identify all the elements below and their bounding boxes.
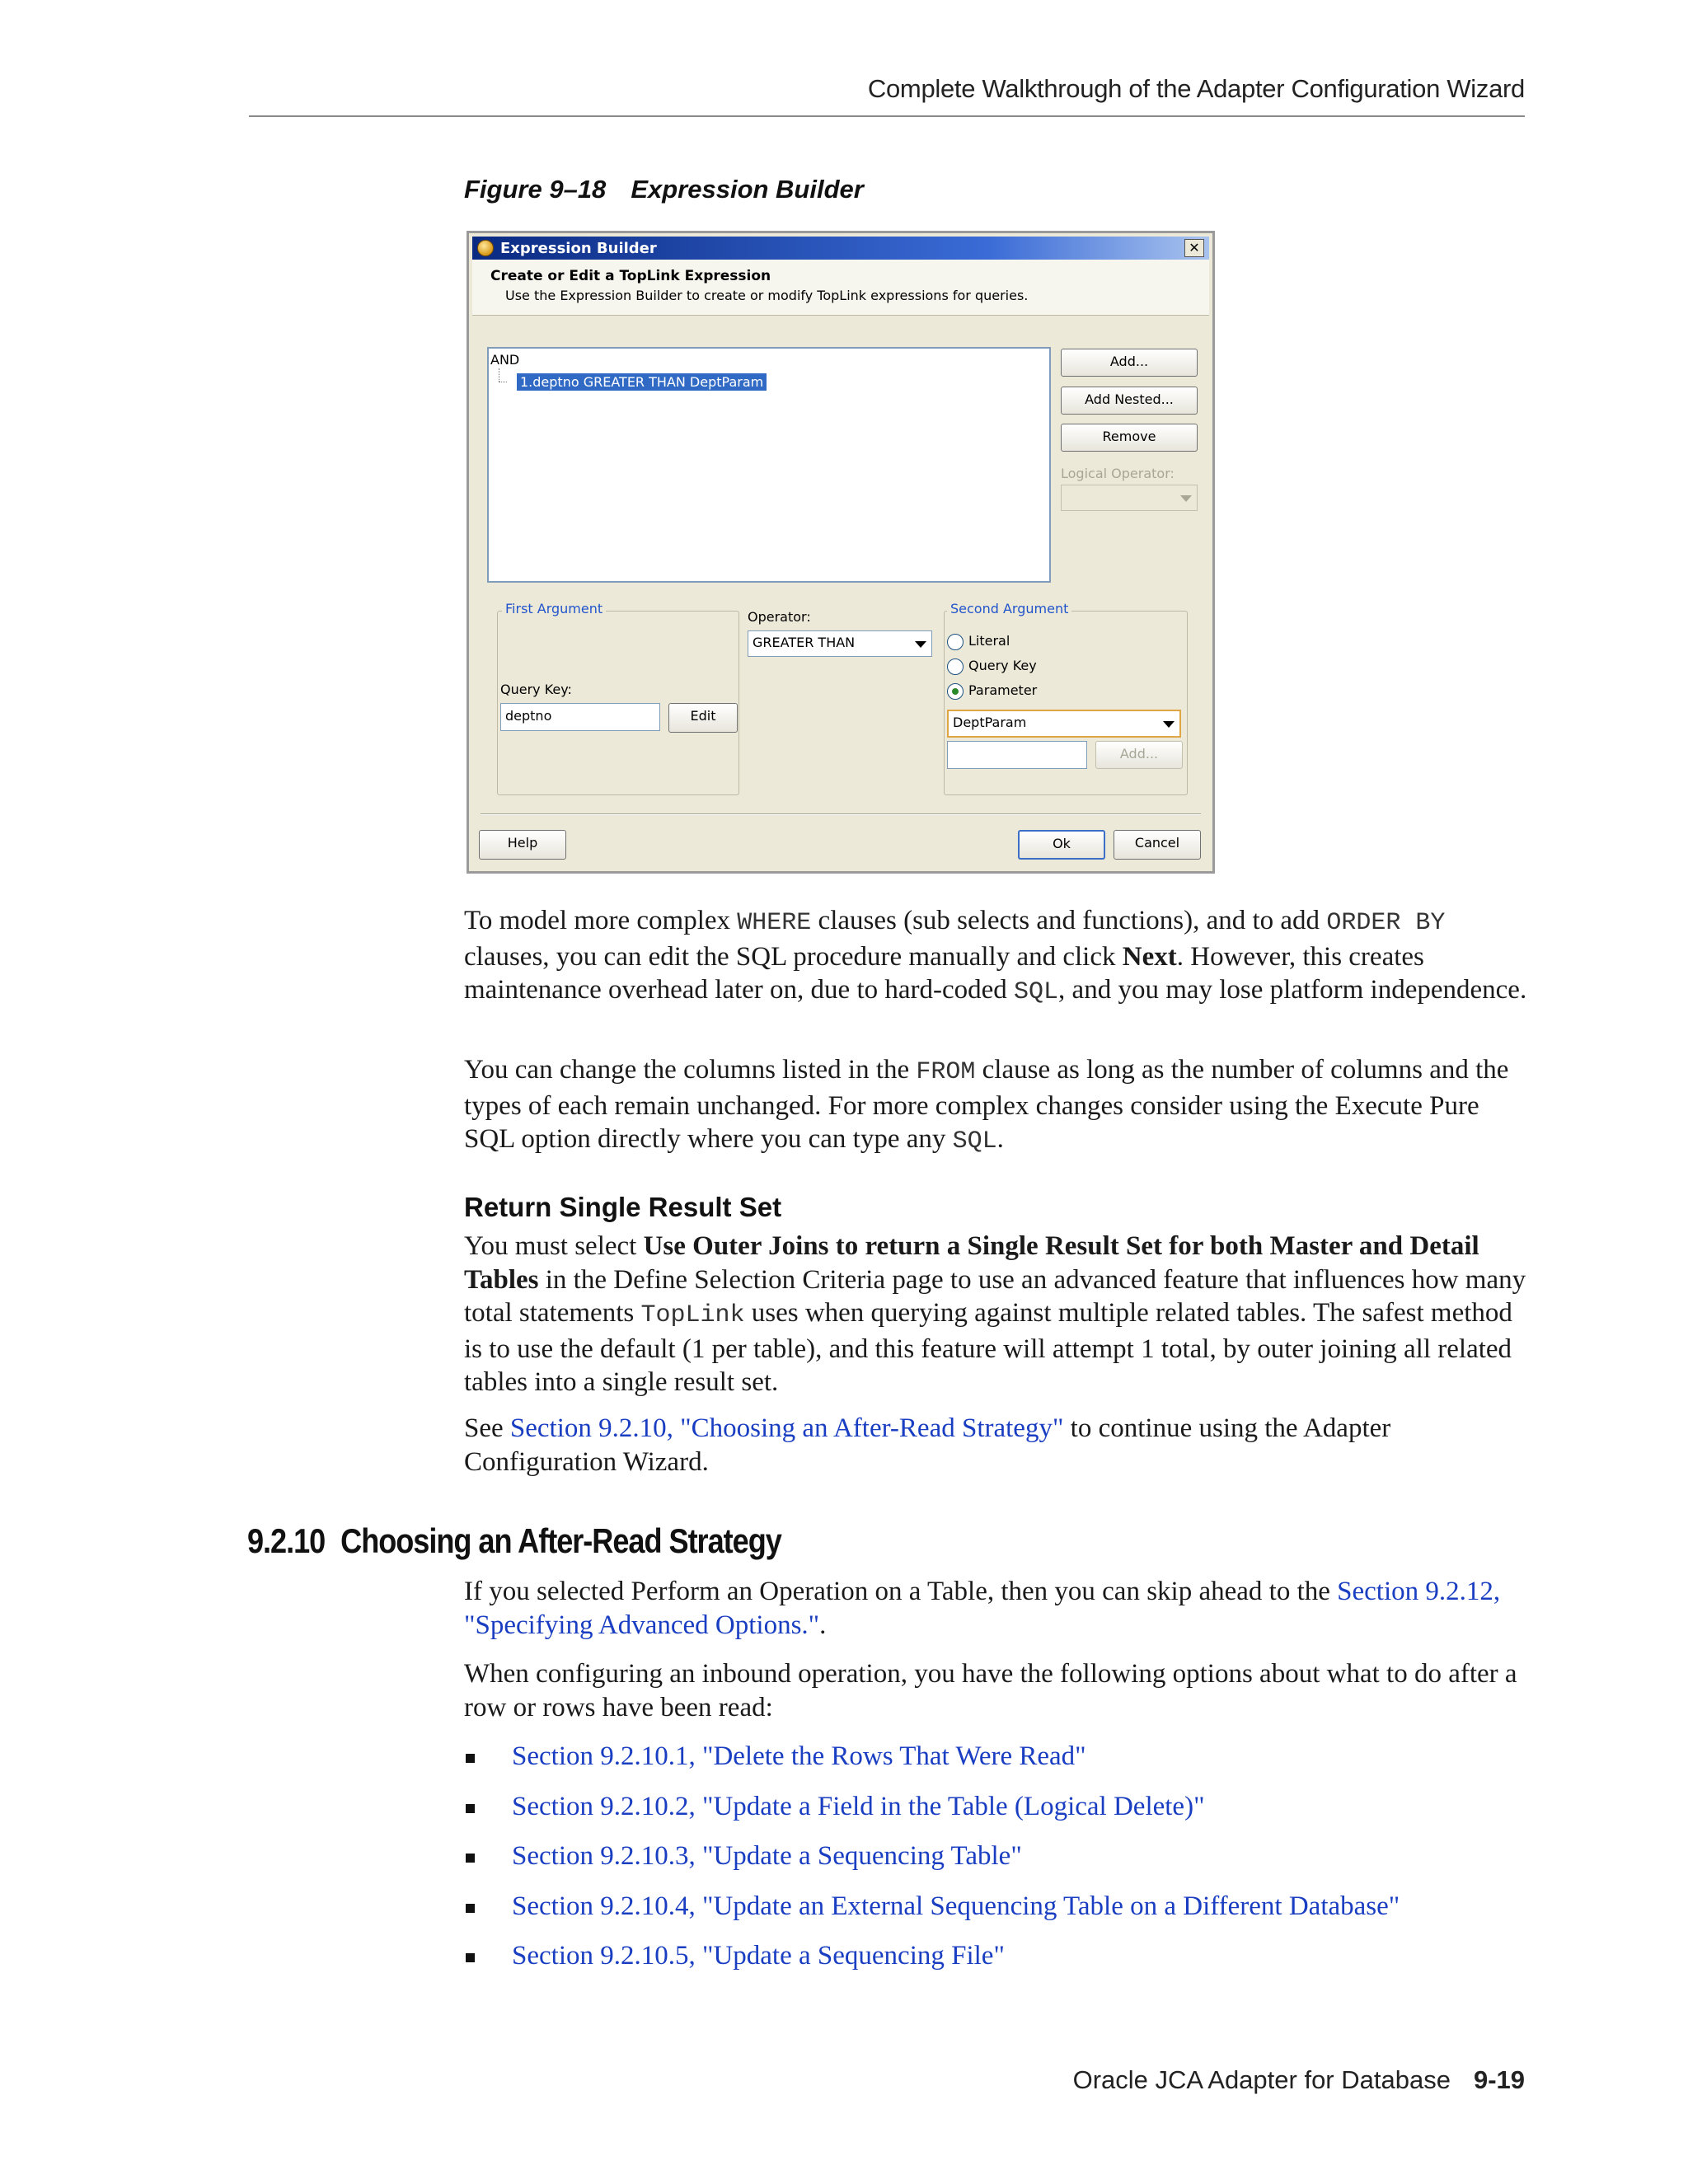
list-item [464,1790,1527,1840]
section-title: Choosing an After-Read Strategy [340,1521,781,1560]
chevron-down-icon [1180,495,1192,502]
bullet-square-icon [466,1754,475,1763]
query-key-field[interactable]: deptno [500,703,660,731]
text: , and you may lose platform independence. [1058,975,1527,1005]
text: You can change the columns listed in the [464,1055,917,1085]
parameter-select[interactable] [947,710,1181,738]
section-link[interactable]: Section 9.2.10.3, "Update a Sequencing Table" [512,1841,1022,1871]
after-read-options-list [464,1740,1527,1990]
operator-label: Operator: [748,609,811,625]
paragraph-outer-joins [464,1230,1527,1399]
bold-text: Next [1122,941,1177,972]
code: SQL [1014,978,1059,1006]
section-link[interactable]: Section 9.2.10.5, "Update a Sequencing File" [512,1941,1005,1971]
bullet-square-icon [466,1854,475,1863]
code: WHERE [737,909,812,937]
page-number: 9-19 [1473,2065,1525,2094]
code: TopLink [640,1301,745,1329]
text: uses when querying against multiple related tables. The safest method is to use the default (1 per table), and this feature will attempt 1 total, by outer joining all related tables into a single result set. [464,1298,1512,1397]
expression-builder-dialog [467,231,1215,874]
text: . However, this creates maintenance overhead later on, due to hard-coded [464,941,1424,1005]
dialog-header-title: Create or Edit a TopLink Expression [490,268,771,284]
paragraph-see-section [464,1412,1527,1479]
section-link[interactable]: Section 9.2.10.2, "Update a Field in the Table (Logical Delete)" [512,1791,1205,1821]
parameter-value: DeptParam [953,715,1027,730]
section-heading [247,1521,781,1561]
tree-root-and[interactable]: AND [490,352,520,368]
subheading-return-single-result-set: Return Single Result Set [464,1192,782,1222]
paragraph-skip-ahead [464,1575,1527,1642]
literal-radio-label: Literal [968,633,1010,649]
operator-select[interactable] [748,630,932,657]
dialog-title: Expression Builder [500,240,657,257]
logical-operator-select[interactable] [1061,485,1198,511]
text: See [464,1413,510,1443]
expression-tree[interactable] [487,347,1051,583]
bullet-square-icon [466,1904,475,1913]
second-argument-legend: Second Argument [947,601,1071,616]
query-key-label: Query Key: [500,682,572,697]
text: To model more complex [464,906,738,935]
code: ORDER BY [1326,909,1446,937]
cancel-button[interactable]: Cancel [1114,830,1201,860]
list-item [464,1890,1527,1940]
query-key-radio[interactable] [947,658,964,675]
add-nested-button[interactable]: Add Nested... [1061,387,1198,415]
dialog-header-panel [472,260,1209,316]
text: clauses (sub selects and functions), and to add [811,906,1327,935]
literal-radio[interactable] [947,634,964,650]
text: clause as long as the number of columns and the types of each remain unchanged. For more complex changes consider using the Execute Pure SQL option directly where you can type any [464,1055,1509,1154]
add-parameter-button[interactable]: Add... [1095,741,1183,769]
figure-title: Expression Builder [631,175,864,204]
section-link[interactable]: Section 9.2.12, "Specifying Advanced Options." [464,1577,1501,1640]
logical-operator-label: Logical Operator: [1061,466,1175,481]
paragraph-from-clause [464,1053,1527,1159]
bullet-square-icon [466,1953,475,1962]
first-argument-legend: First Argument [502,601,606,616]
second-argument-input[interactable] [947,741,1087,769]
figure-caption [464,175,864,204]
close-icon[interactable]: ✕ [1184,239,1204,257]
figure-number: Figure 9–18 [464,175,607,204]
app-icon [477,240,494,256]
ok-button[interactable]: Ok [1018,830,1105,860]
parameter-radio-label: Parameter [968,682,1038,698]
paragraph-inbound-options: When configuring an inbound operation, you have the following options about what to do after a row or rows have been read: [464,1659,1517,1722]
parameter-radio[interactable] [947,683,964,700]
dialog-header-subtitle: Use the Expression Builder to create or modify TopLink expressions for queries. [505,288,1029,303]
dialog-separator [481,813,1201,815]
text: . [996,1124,1004,1154]
paragraph-where-clauses [464,904,1527,1010]
section-link[interactable]: Section 9.2.10.1, "Delete the Rows That Were Read" [512,1741,1086,1771]
text: If you selected Perform an Operation on a Table, then you can skip ahead to the [464,1577,1338,1606]
chevron-down-icon [1163,721,1175,728]
section-number: 9.2.10 [247,1521,326,1560]
add-button[interactable]: Add... [1061,349,1198,377]
tree-node-expression[interactable]: 1.deptno GREATER THAN DeptParam [517,373,767,391]
dialog-titlebar [472,237,1209,260]
text: You must select [464,1231,644,1261]
text: clauses, you can edit the SQL procedure manually and click [464,941,1123,972]
list-item [464,1740,1527,1790]
header-rule [249,115,1525,117]
section-link[interactable]: Section 9.2.10.4, "Update an External Sequencing Table on a Different Database" [512,1891,1400,1921]
section-link[interactable]: Section 9.2.10, "Choosing an After-Read Strategy" [509,1413,1064,1443]
text: . [819,1610,827,1640]
operator-value: GREATER THAN [753,635,856,650]
help-button[interactable]: Help [479,830,566,860]
query-key-radio-label: Query Key [968,658,1037,673]
bullet-square-icon [466,1804,475,1813]
code: SQL [952,1127,997,1155]
text: to continue using the Adapter Configuration Wizard. [464,1413,1391,1477]
code: FROM [916,1058,976,1086]
page-footer [249,2065,1525,2095]
bold-text: Use Outer Joins to return a Single Result Set for both Master and Detail Tables [464,1231,1479,1295]
chevron-down-icon [915,641,926,648]
text: in the Define Selection Criteria page to use an advanced feature that influences how many total statements [464,1264,1526,1328]
list-item [464,1939,1527,1990]
running-head: Complete Walkthrough of the Adapter Configuration Wizard [867,74,1525,103]
remove-button[interactable]: Remove [1061,424,1198,452]
footer-book-title: Oracle JCA Adapter for Database [1072,2065,1451,2094]
list-item [464,1840,1527,1890]
edit-button[interactable]: Edit [668,703,738,733]
